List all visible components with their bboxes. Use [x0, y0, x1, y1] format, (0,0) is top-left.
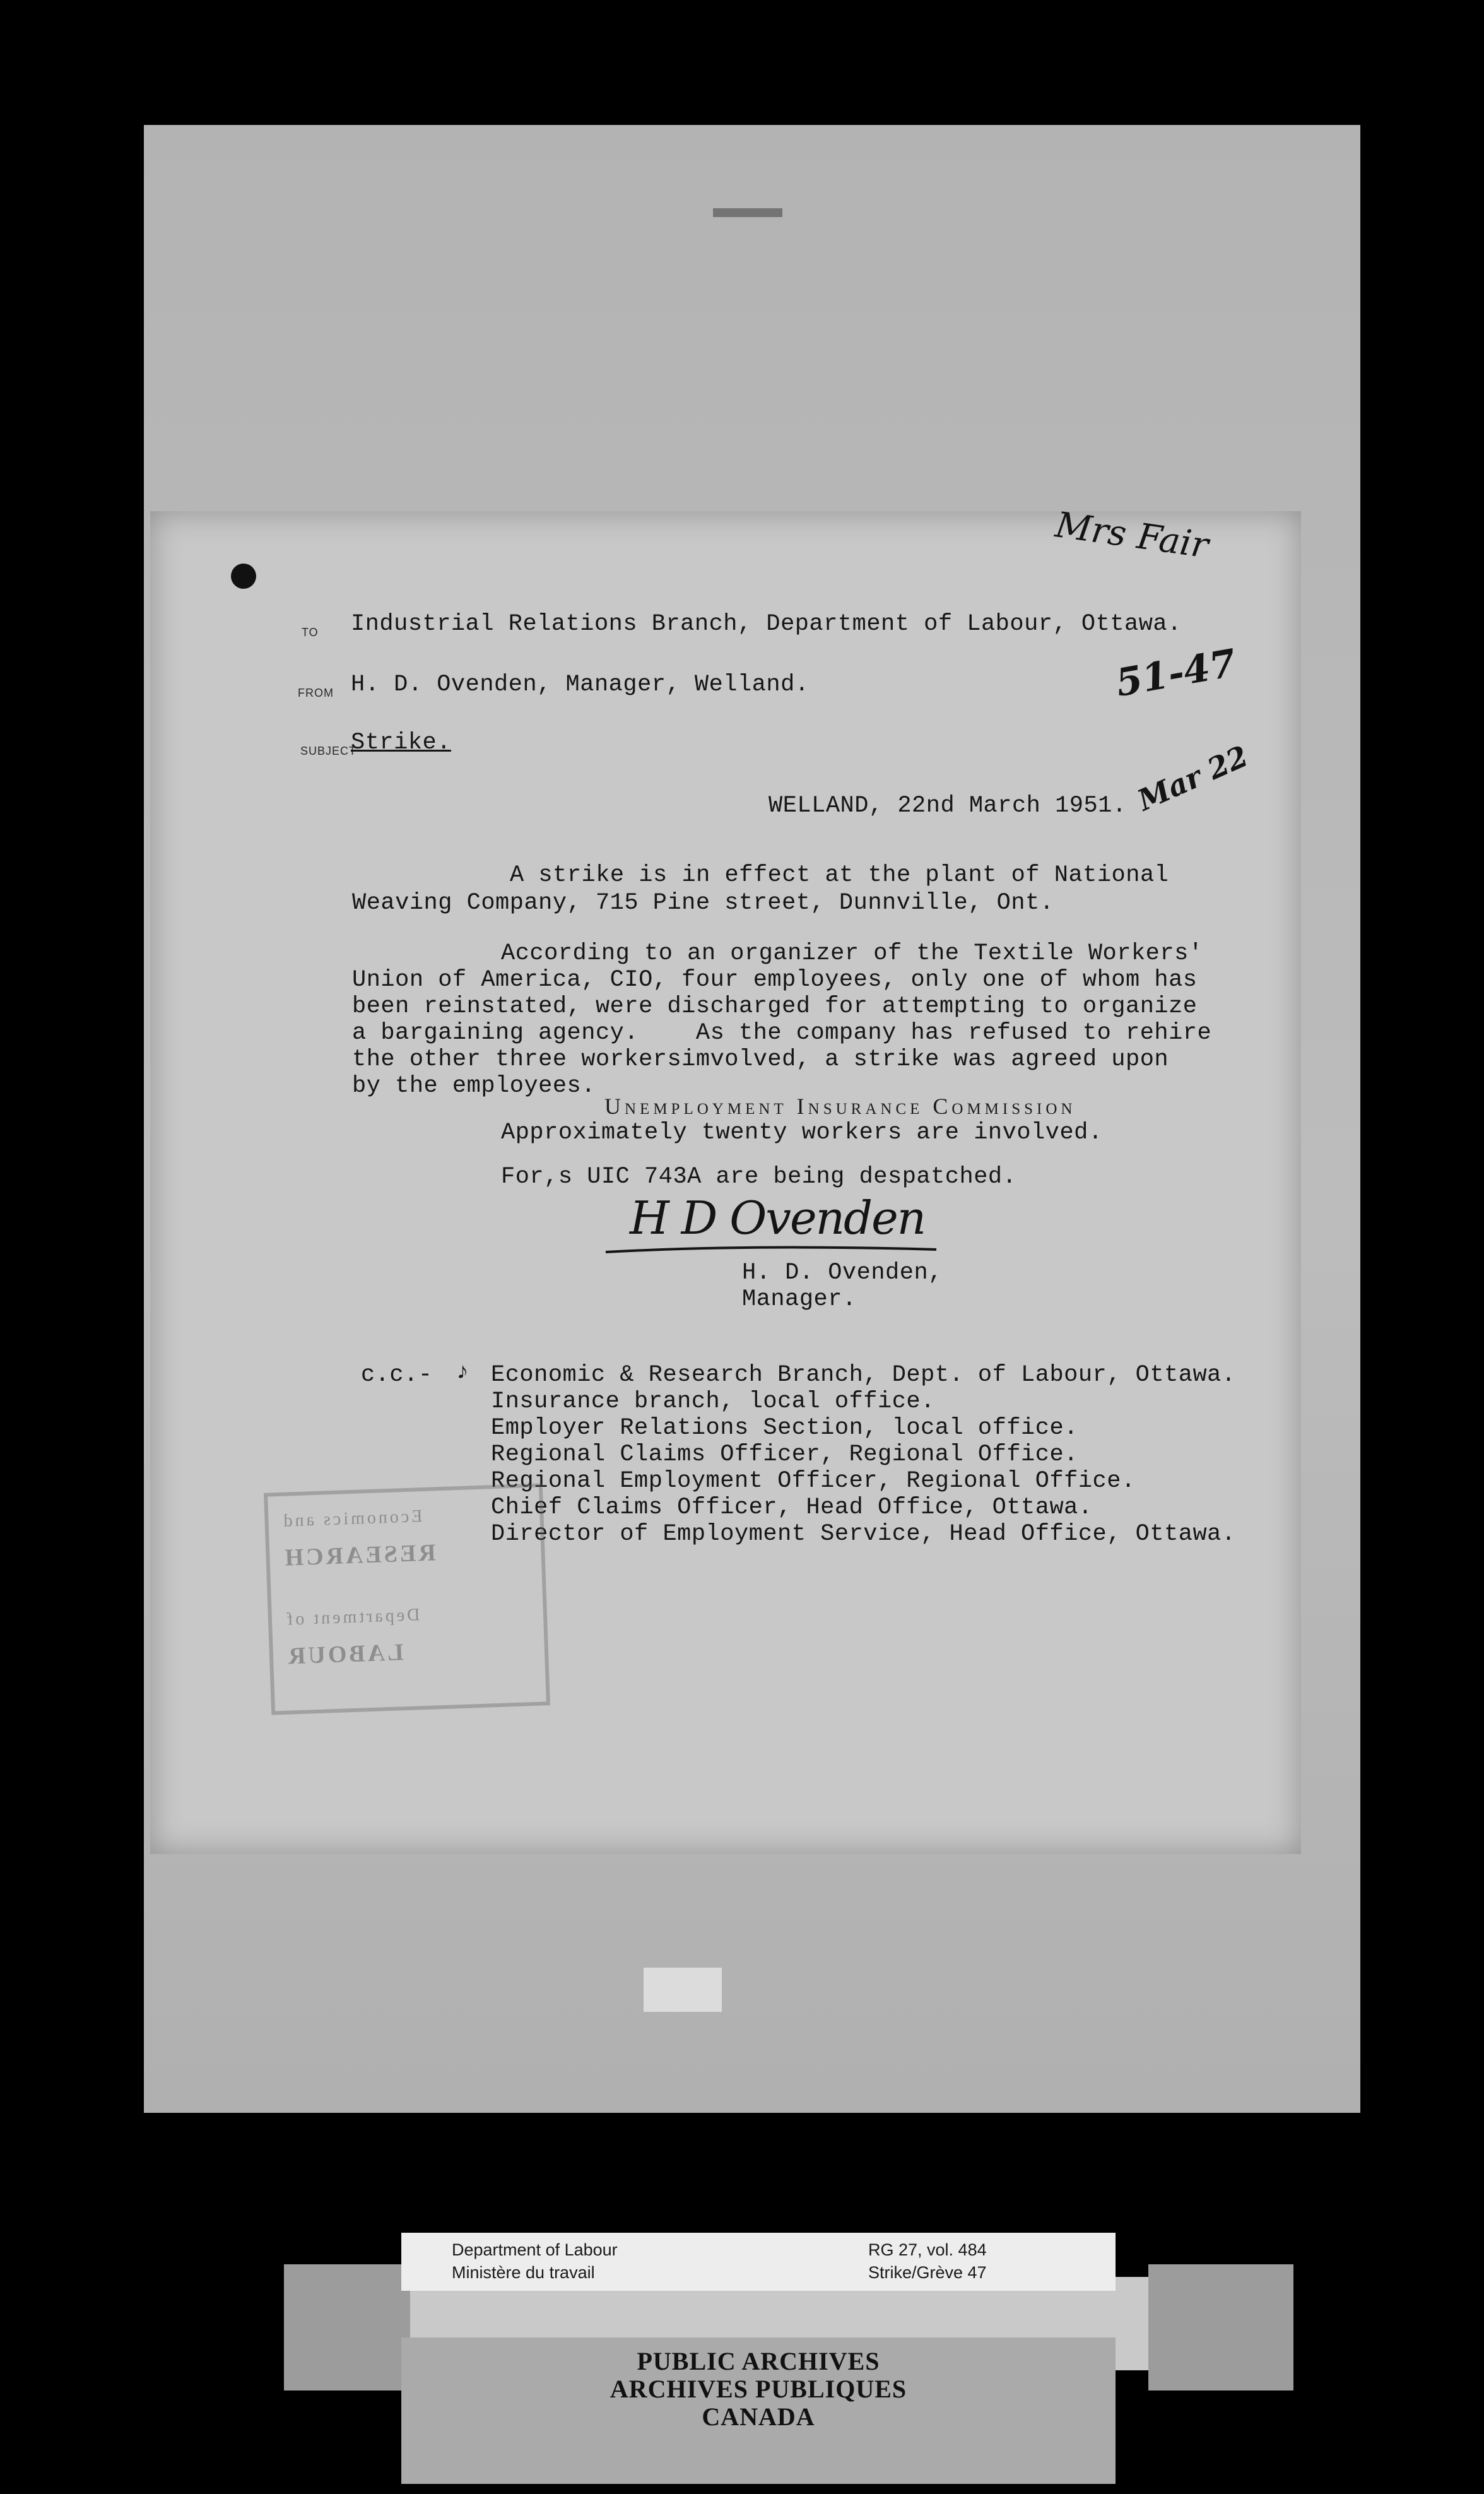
archives-line-3: CANADA	[702, 2402, 815, 2431]
stamp-line: RESEARCH	[281, 1539, 437, 1571]
from-field: H. D. Ovenden, Manager, Welland.	[351, 671, 810, 698]
clip-mark	[713, 208, 782, 217]
agency-heading: Unemployment Insurance Commission	[604, 1094, 1076, 1119]
body-line: been reinstated, were discharged for attempting to organize	[352, 993, 1198, 1020]
dept-en: Department of Labour	[452, 2240, 618, 2259]
cc-item: Chief Claims Officer, Head Office, Ottawa.	[491, 1494, 1093, 1521]
label-bracket-right	[1148, 2264, 1293, 2391]
body-line: Union of America, CIO, four employees, only one of whom has	[352, 967, 1198, 993]
to-field: Industrial Relations Branch, Department of Labour, Ottawa.	[351, 611, 1182, 637]
archive-file: Strike/Grève 47	[868, 2263, 987, 2282]
cc-item: Regional Claims Officer, Regional Office.	[491, 1441, 1078, 1468]
punch-hole	[231, 564, 256, 589]
signer-title: Manager.	[742, 1286, 857, 1313]
handwritten-note-top: Mrs Fair	[1052, 504, 1211, 567]
body-line: According to an organizer of the Textile Workers'	[501, 940, 1203, 967]
public-archives-label	[401, 2337, 1116, 2484]
clip-mark	[644, 1968, 722, 2012]
cc-item: Regional Employment Officer, Regional Office.	[491, 1468, 1136, 1494]
body-line: a bargaining agency. As the company has refused to rehire	[352, 1020, 1212, 1046]
stamp-line: Department of	[284, 1605, 420, 1629]
signature-stroke	[604, 1243, 939, 1258]
cc-item: Economic & Research Branch, Dept. of Labour, Ottawa.	[491, 1362, 1236, 1388]
handwritten-file-number: 51-47	[1112, 641, 1240, 706]
signer-name: H. D. Ovenden,	[742, 1260, 943, 1286]
body-line: For,s UIC 743A are being despatched.	[501, 1164, 1017, 1190]
archives-line-1: PUBLIC ARCHIVES	[637, 2347, 880, 2375]
cc-item: Director of Employment Service, Head Office, Ottawa.	[491, 1521, 1236, 1547]
cc-mark: ♪	[456, 1359, 470, 1386]
dept-fr: Ministère du travail	[452, 2263, 595, 2282]
to-label: TO	[302, 626, 319, 639]
body-line: Approximately twenty workers are involved.	[501, 1120, 1103, 1146]
cc-item: Insurance branch, local office.	[491, 1388, 935, 1415]
cc-label: c.c.-	[361, 1362, 433, 1388]
body-line: by the employees.	[352, 1073, 596, 1099]
stamp-line: LABOUR	[285, 1639, 404, 1670]
archive-ref: RG 27, vol. 484	[868, 2240, 987, 2259]
subject-field: Strike.	[351, 730, 451, 756]
body-line: A strike is in effect at the plant of National	[510, 862, 1169, 889]
cc-item: Employer Relations Section, local office.	[491, 1415, 1078, 1441]
label-bracket-left	[284, 2264, 410, 2391]
body-line: Weaving Company, 715 Pine street, Dunnville, Ont.	[352, 890, 1054, 916]
handwritten-date-note: Mar 22	[1133, 738, 1253, 818]
signature: H D Ovenden	[630, 1191, 926, 1244]
body-line: the other three workersimvolved, a strike was agreed upon	[352, 1046, 1169, 1073]
received-stamp	[264, 1483, 550, 1715]
archives-line-2: ARCHIVES PUBLIQUES	[610, 2375, 907, 2403]
stamp-line: Economics and	[281, 1506, 423, 1531]
memo-sheet	[150, 504, 1301, 1854]
memo-date: WELLAND, 22nd March 1951.	[768, 793, 1127, 819]
subject-label: SUBJECT	[300, 745, 357, 757]
archive-reference-label	[401, 2233, 1116, 2291]
from-label: FROM	[298, 687, 334, 699]
